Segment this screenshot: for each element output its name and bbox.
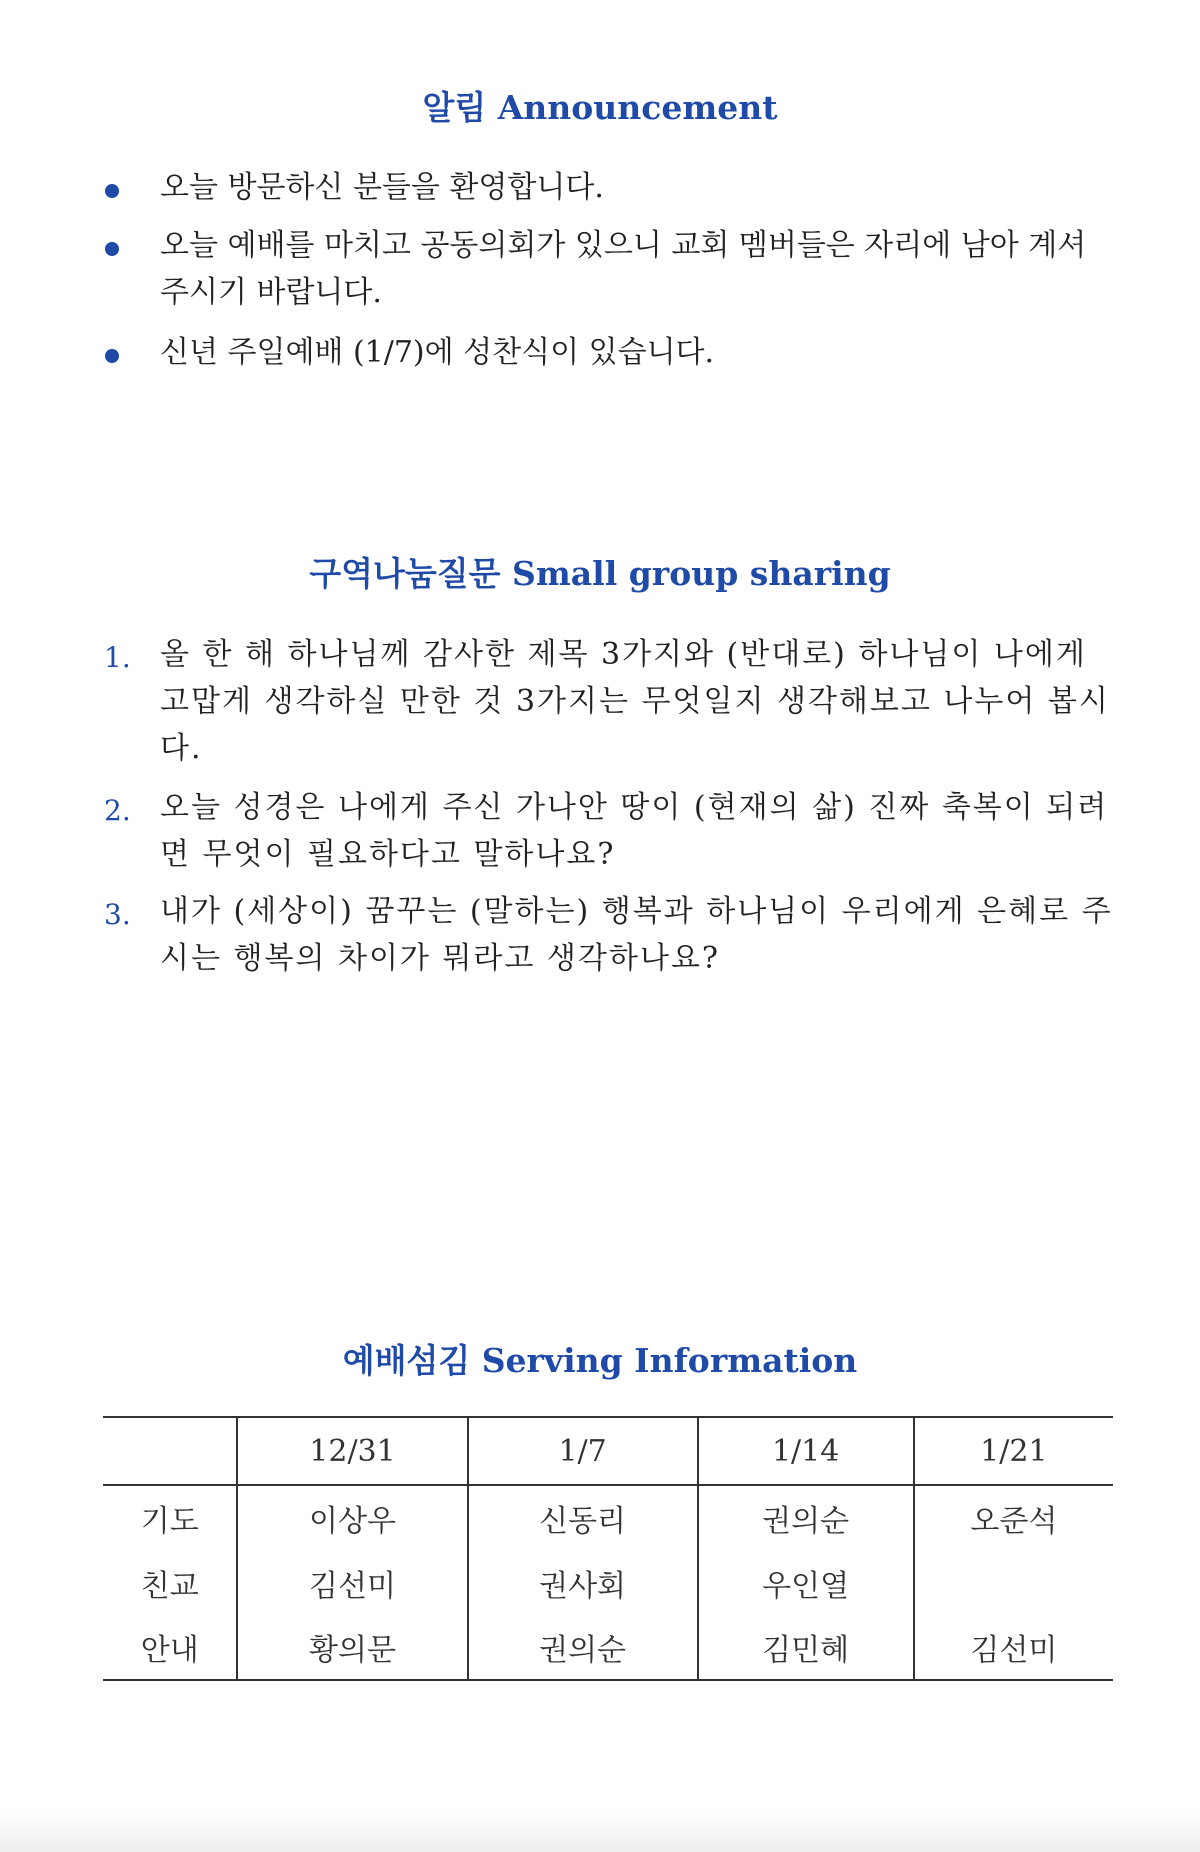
table-cell: 권사회 <box>468 1550 698 1615</box>
bullet-dot-icon <box>105 184 119 198</box>
page-bottom-shadow <box>0 1812 1200 1852</box>
header-cell: 1/7 <box>468 1417 698 1485</box>
role-cell: 기도 <box>140 1504 199 1539</box>
table-row <box>103 1485 1113 1550</box>
announcement-text: 오늘 예배를 마치고 공동의회가 있으니 교회 멤버들은 자리에 남아 계셔 주시기 바랍니다. <box>160 228 1087 310</box>
table-cell: 김민혜 <box>698 1615 914 1680</box>
role-cell: 안내 <box>103 1615 237 1680</box>
table-cell: 김선미 <box>914 1615 1113 1680</box>
header-cell: 1/14 <box>698 1417 914 1485</box>
table-row <box>103 1550 1113 1615</box>
question-number: 2. <box>104 794 131 827</box>
table-cell: 신동리 <box>468 1485 698 1550</box>
table-cell: 김선미 <box>237 1550 467 1615</box>
header-cell: 12/31 <box>237 1417 467 1485</box>
question-number: 1. <box>104 641 131 674</box>
table-header-row <box>103 1417 1113 1485</box>
announcement-title: 알림 Announcement <box>422 88 778 127</box>
table-cell: 우인열 <box>698 1550 914 1615</box>
table-cell: 권의순 <box>698 1485 914 1550</box>
serving-table <box>103 1416 1113 1681</box>
table-cell: 황의문 <box>237 1615 467 1680</box>
role-cell: 친교 <box>140 1568 199 1604</box>
announcement-text: 신년 주일예배 (1/7)에 성찬식이 있습니다. <box>160 335 715 370</box>
announcement-text: 오늘 방문하신 분들을 환영합니다. <box>160 170 604 205</box>
table-cell: 오준석 <box>914 1485 1113 1550</box>
question-text: 내가 (세상이) 꿈꾸는 (말하는) 행복과 하나님이 우리에게 은혜로 주시는 행복의 차이가 뭐라고 생각하나요? <box>160 894 1113 976</box>
question-text: 오늘 성경은 나에게 주신 가나안 땅이 (현재의 삶) 진짜 축복이 되려면 무엇이 필요하다고 말하나요? <box>160 790 1109 872</box>
table-row <box>103 1615 1113 1680</box>
bullet-dot-icon <box>105 242 119 256</box>
serving-title: 예배섬김 Serving Information <box>342 1341 858 1380</box>
small-group-title: 구역나눔질문 Small group sharing <box>309 554 891 593</box>
header-cell <box>103 1417 237 1485</box>
table-cell: 이상우 <box>237 1485 467 1550</box>
question-text: 올 한 해 하나님께 감사한 제목 3가지와 (반대로) 하나님이 나에게 고맙게 생각하실 만한 것 3가지는 무엇일지 생각해보고 나누어 봅시다. <box>160 637 1110 766</box>
question-number: 3. <box>104 898 131 931</box>
bullet-dot-icon <box>105 349 119 363</box>
table-cell: 권의순 <box>468 1615 698 1680</box>
table-cell <box>914 1550 1113 1615</box>
header-cell: 1/21 <box>914 1417 1113 1485</box>
